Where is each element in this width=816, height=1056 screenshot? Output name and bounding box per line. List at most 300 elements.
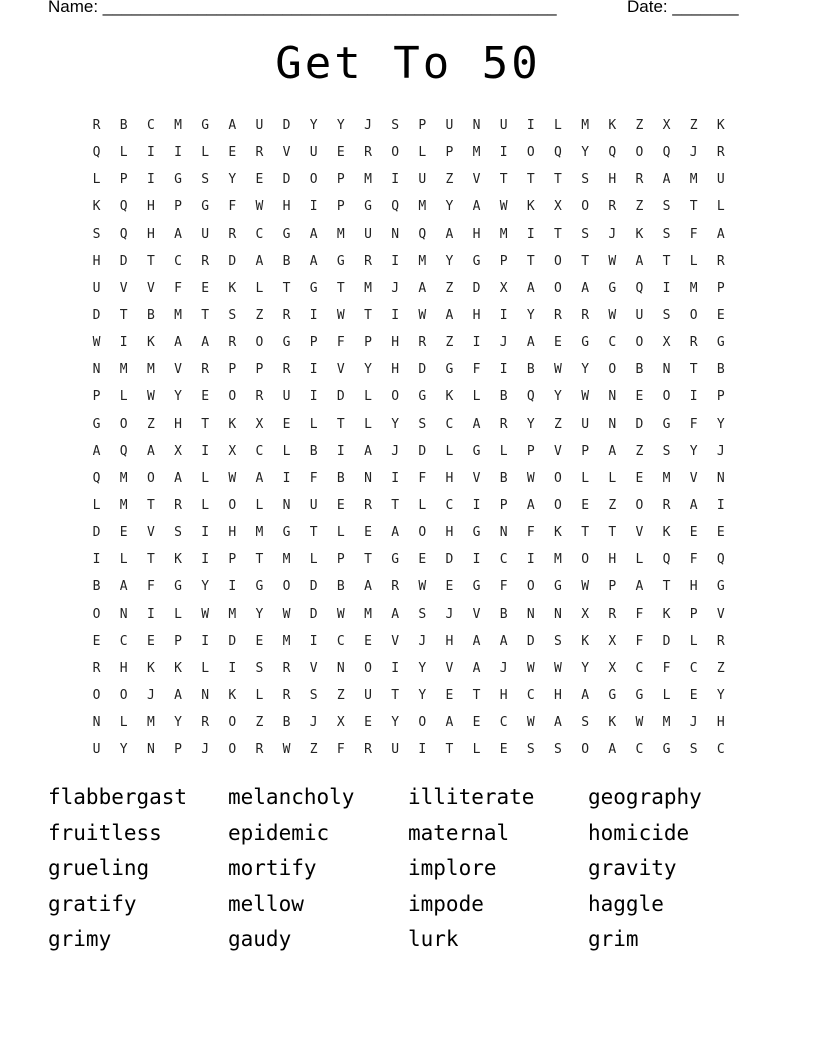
grid-letter[interactable]: D: [309, 579, 318, 595]
grid-letter[interactable]: Y: [581, 660, 590, 676]
grid-letter[interactable]: K: [174, 552, 182, 568]
grid-letter[interactable]: Q: [554, 145, 562, 161]
grid-letter[interactable]: L: [174, 606, 182, 622]
grid-letter[interactable]: X: [255, 416, 264, 432]
grid-letter[interactable]: N: [554, 606, 562, 622]
grid-letter[interactable]: L: [445, 443, 454, 459]
grid-letter[interactable]: I: [201, 525, 210, 541]
grid-letter[interactable]: L: [689, 253, 698, 269]
grid-letter[interactable]: D: [228, 253, 237, 269]
grid-letter[interactable]: O: [635, 498, 644, 514]
grid-letter[interactable]: L: [472, 742, 481, 758]
grid-letter[interactable]: K: [662, 606, 671, 622]
grid-letter[interactable]: U: [418, 172, 427, 188]
grid-letter[interactable]: V: [282, 145, 291, 161]
grid-letter[interactable]: C: [174, 253, 182, 269]
grid-letter[interactable]: O: [526, 579, 535, 595]
grid-letter[interactable]: D: [418, 362, 427, 378]
grid-letter[interactable]: Z: [608, 498, 617, 514]
grid-letter[interactable]: S: [554, 742, 562, 758]
grid-letter[interactable]: R: [716, 253, 725, 269]
grid-letter[interactable]: A: [472, 660, 481, 676]
grid-letter[interactable]: O: [228, 742, 237, 758]
grid-letter[interactable]: W: [92, 335, 101, 351]
grid-letter[interactable]: C: [635, 742, 644, 758]
grid-letter[interactable]: C: [499, 715, 508, 731]
grid-letter[interactable]: U: [364, 688, 372, 704]
grid-letter[interactable]: N: [201, 688, 210, 704]
grid-letter[interactable]: Q: [635, 280, 644, 296]
grid-letter[interactable]: G: [716, 579, 725, 595]
grid-letter[interactable]: O: [228, 389, 237, 405]
grid-letter[interactable]: M: [282, 552, 291, 568]
grid-letter[interactable]: I: [391, 172, 400, 188]
grid-letter[interactable]: U: [635, 308, 644, 324]
grid-letter[interactable]: E: [364, 633, 372, 649]
grid-letter[interactable]: E: [282, 416, 291, 432]
grid-letter[interactable]: H: [554, 688, 562, 704]
grid-letter[interactable]: X: [608, 633, 617, 649]
grid-letter[interactable]: X: [228, 443, 237, 459]
grid-letter[interactable]: A: [445, 226, 454, 242]
grid-letter[interactable]: R: [364, 498, 372, 514]
grid-letter[interactable]: Z: [255, 715, 264, 731]
grid-letter[interactable]: T: [309, 525, 318, 541]
grid-letter[interactable]: O: [554, 253, 562, 269]
grid-letter[interactable]: O: [635, 145, 644, 161]
grid-letter[interactable]: D: [309, 606, 318, 622]
grid-letter[interactable]: G: [309, 280, 318, 296]
grid-letter[interactable]: W: [228, 470, 237, 486]
grid-letter[interactable]: T: [336, 416, 345, 432]
grid-letter[interactable]: F: [336, 335, 345, 351]
grid-letter[interactable]: R: [255, 742, 264, 758]
grid-letter[interactable]: V: [146, 280, 155, 296]
grid-letter[interactable]: Y: [581, 145, 590, 161]
grid-letter[interactable]: I: [716, 498, 725, 514]
grid-letter[interactable]: P: [581, 443, 590, 459]
grid-letter[interactable]: L: [689, 633, 698, 649]
grid-letter[interactable]: I: [282, 470, 291, 486]
grid-letter[interactable]: D: [662, 633, 671, 649]
grid-letter[interactable]: T: [391, 688, 400, 704]
grid-letter[interactable]: B: [336, 470, 345, 486]
grid-letter[interactable]: G: [201, 118, 210, 134]
grid-letter[interactable]: W: [336, 606, 345, 622]
grid-letter[interactable]: I: [201, 552, 210, 568]
grid-letter[interactable]: M: [689, 172, 698, 188]
grid-letter[interactable]: H: [499, 688, 508, 704]
grid-letter[interactable]: Y: [255, 606, 264, 622]
grid-letter[interactable]: J: [391, 280, 400, 296]
grid-letter[interactable]: M: [554, 552, 562, 568]
grid-letter[interactable]: E: [228, 145, 237, 161]
grid-letter[interactable]: L: [119, 389, 128, 405]
grid-letter[interactable]: G: [662, 742, 671, 758]
grid-letter[interactable]: T: [499, 172, 508, 188]
grid-letter[interactable]: H: [146, 226, 155, 242]
grid-letter[interactable]: A: [472, 416, 481, 432]
grid-letter[interactable]: V: [472, 606, 481, 622]
grid-letter[interactable]: B: [309, 443, 318, 459]
grid-letter[interactable]: E: [689, 525, 698, 541]
grid-letter[interactable]: Y: [526, 416, 535, 432]
grid-letter[interactable]: R: [716, 145, 725, 161]
grid-letter[interactable]: E: [146, 633, 155, 649]
grid-letter[interactable]: P: [418, 118, 427, 134]
grid-letter[interactable]: R: [92, 118, 101, 134]
grid-letter[interactable]: A: [526, 335, 535, 351]
grid-letter[interactable]: Z: [716, 660, 725, 676]
grid-letter[interactable]: A: [255, 253, 264, 269]
grid-letter[interactable]: Y: [364, 362, 372, 378]
grid-letter[interactable]: S: [581, 226, 590, 242]
grid-letter[interactable]: C: [255, 443, 264, 459]
grid-letter[interactable]: I: [174, 145, 182, 161]
grid-letter[interactable]: R: [608, 199, 617, 215]
grid-letter[interactable]: O: [689, 308, 698, 324]
grid-letter[interactable]: A: [635, 579, 644, 595]
grid-letter[interactable]: J: [689, 715, 698, 731]
grid-letter[interactable]: J: [499, 335, 508, 351]
grid-letter[interactable]: R: [255, 145, 264, 161]
grid-letter[interactable]: U: [92, 280, 101, 296]
grid-letter[interactable]: P: [255, 362, 264, 378]
grid-letter[interactable]: Q: [662, 552, 671, 568]
grid-letter[interactable]: K: [608, 715, 617, 731]
grid-letter[interactable]: F: [689, 416, 698, 432]
grid-letter[interactable]: S: [662, 443, 671, 459]
grid-letter[interactable]: J: [445, 606, 454, 622]
grid-letter[interactable]: T: [282, 280, 291, 296]
grid-letter[interactable]: R: [581, 308, 590, 324]
grid-letter[interactable]: M: [174, 118, 182, 134]
grid-letter[interactable]: I: [336, 443, 345, 459]
grid-letter[interactable]: B: [336, 579, 345, 595]
grid-letter[interactable]: B: [282, 253, 291, 269]
grid-letter[interactable]: H: [472, 308, 481, 324]
grid-letter[interactable]: N: [716, 470, 725, 486]
grid-letter[interactable]: F: [689, 226, 698, 242]
grid-letter[interactable]: O: [662, 389, 671, 405]
grid-letter[interactable]: K: [716, 118, 725, 134]
grid-letter[interactable]: X: [554, 199, 562, 215]
grid-letter[interactable]: N: [282, 498, 291, 514]
grid-letter[interactable]: I: [309, 362, 318, 378]
grid-letter[interactable]: B: [119, 118, 128, 134]
grid-letter[interactable]: I: [201, 443, 210, 459]
grid-letter[interactable]: P: [716, 389, 725, 405]
grid-letter[interactable]: J: [391, 443, 400, 459]
grid-letter[interactable]: U: [499, 118, 508, 134]
grid-letter[interactable]: K: [174, 660, 182, 676]
grid-letter[interactable]: I: [92, 552, 101, 568]
grid-letter[interactable]: G: [581, 335, 590, 351]
grid-letter[interactable]: G: [608, 688, 617, 704]
grid-letter[interactable]: I: [689, 389, 698, 405]
grid-letter[interactable]: Z: [146, 416, 155, 432]
grid-letter[interactable]: Z: [445, 172, 454, 188]
grid-letter[interactable]: O: [635, 335, 644, 351]
grid-letter[interactable]: Q: [119, 226, 128, 242]
grid-letter[interactable]: V: [309, 660, 318, 676]
grid-letter[interactable]: A: [554, 715, 562, 731]
grid-letter[interactable]: E: [689, 688, 698, 704]
grid-letter[interactable]: B: [282, 715, 291, 731]
grid-letter[interactable]: W: [282, 742, 291, 758]
grid-letter[interactable]: G: [716, 335, 725, 351]
grid-letter[interactable]: T: [119, 308, 128, 324]
grid-letter[interactable]: Y: [201, 579, 210, 595]
grid-letter[interactable]: S: [418, 416, 427, 432]
grid-letter[interactable]: S: [689, 742, 698, 758]
grid-letter[interactable]: S: [255, 660, 264, 676]
grid-letter[interactable]: G: [336, 253, 345, 269]
grid-letter[interactable]: Y: [581, 362, 590, 378]
grid-letter[interactable]: A: [608, 443, 617, 459]
grid-letter[interactable]: F: [526, 525, 535, 541]
grid-letter[interactable]: Q: [92, 470, 101, 486]
grid-letter[interactable]: B: [635, 362, 644, 378]
grid-letter[interactable]: O: [554, 470, 562, 486]
grid-letter[interactable]: P: [608, 579, 617, 595]
grid-letter[interactable]: K: [146, 660, 155, 676]
grid-letter[interactable]: K: [608, 118, 617, 134]
grid-letter[interactable]: D: [119, 253, 128, 269]
grid-letter[interactable]: D: [282, 172, 291, 188]
grid-letter[interactable]: C: [146, 118, 155, 134]
grid-letter[interactable]: M: [228, 606, 237, 622]
grid-letter[interactable]: R: [554, 308, 562, 324]
grid-letter[interactable]: E: [255, 633, 264, 649]
grid-letter[interactable]: C: [255, 226, 264, 242]
grid-letter[interactable]: I: [391, 308, 400, 324]
grid-letter[interactable]: D: [92, 525, 101, 541]
grid-letter[interactable]: T: [445, 742, 454, 758]
grid-letter[interactable]: A: [174, 226, 182, 242]
grid-letter[interactable]: P: [336, 552, 345, 568]
grid-letter[interactable]: Z: [309, 742, 318, 758]
grid-letter[interactable]: Z: [445, 335, 454, 351]
grid-letter[interactable]: Q: [119, 443, 128, 459]
grid-letter[interactable]: A: [174, 688, 182, 704]
grid-letter[interactable]: R: [418, 335, 427, 351]
grid-letter[interactable]: J: [499, 660, 508, 676]
grid-letter[interactable]: Z: [336, 688, 345, 704]
grid-letter[interactable]: Y: [554, 389, 562, 405]
grid-letter[interactable]: P: [499, 253, 508, 269]
grid-letter[interactable]: J: [716, 443, 725, 459]
grid-letter[interactable]: V: [146, 525, 155, 541]
grid-letter[interactable]: R: [364, 145, 372, 161]
grid-letter[interactable]: A: [174, 470, 182, 486]
grid-letter[interactable]: O: [554, 280, 562, 296]
grid-letter[interactable]: V: [119, 280, 128, 296]
grid-letter[interactable]: L: [201, 660, 210, 676]
grid-letter[interactable]: R: [635, 172, 644, 188]
grid-letter[interactable]: I: [472, 552, 481, 568]
grid-letter[interactable]: G: [472, 443, 481, 459]
grid-letter[interactable]: U: [282, 389, 291, 405]
grid-letter[interactable]: G: [174, 172, 182, 188]
grid-letter[interactable]: T: [146, 253, 155, 269]
grid-letter[interactable]: N: [92, 362, 101, 378]
grid-letter[interactable]: T: [364, 552, 372, 568]
grid-letter[interactable]: O: [418, 715, 427, 731]
grid-letter[interactable]: I: [309, 389, 318, 405]
grid-letter[interactable]: A: [635, 253, 644, 269]
grid-letter[interactable]: A: [309, 226, 318, 242]
grid-letter[interactable]: O: [92, 688, 101, 704]
grid-letter[interactable]: S: [309, 688, 318, 704]
grid-letter[interactable]: H: [391, 335, 400, 351]
grid-letter[interactable]: Y: [526, 308, 535, 324]
grid-letter[interactable]: H: [716, 715, 725, 731]
grid-letter[interactable]: S: [391, 118, 400, 134]
grid-letter[interactable]: Z: [635, 443, 644, 459]
grid-letter[interactable]: R: [608, 606, 617, 622]
grid-letter[interactable]: E: [364, 525, 372, 541]
grid-letter[interactable]: K: [662, 525, 671, 541]
grid-letter[interactable]: C: [499, 552, 508, 568]
grid-letter[interactable]: R: [282, 688, 291, 704]
grid-letter[interactable]: O: [608, 362, 617, 378]
grid-letter[interactable]: W: [201, 606, 210, 622]
grid-letter[interactable]: R: [689, 335, 698, 351]
grid-letter[interactable]: K: [635, 226, 644, 242]
grid-letter[interactable]: W: [526, 660, 535, 676]
grid-letter[interactable]: S: [581, 715, 590, 731]
grid-letter[interactable]: W: [554, 660, 562, 676]
grid-letter[interactable]: W: [608, 253, 617, 269]
grid-letter[interactable]: V: [635, 525, 644, 541]
grid-letter[interactable]: M: [146, 715, 155, 731]
grid-letter[interactable]: M: [119, 470, 128, 486]
grid-letter[interactable]: T: [364, 308, 372, 324]
grid-letter[interactable]: S: [526, 742, 535, 758]
grid-letter[interactable]: Y: [418, 660, 427, 676]
grid-letter[interactable]: P: [119, 172, 128, 188]
grid-letter[interactable]: G: [92, 416, 101, 432]
grid-letter[interactable]: Q: [608, 145, 617, 161]
grid-letter[interactable]: G: [364, 199, 372, 215]
grid-letter[interactable]: E: [201, 280, 210, 296]
grid-letter[interactable]: K: [228, 688, 237, 704]
grid-letter[interactable]: V: [472, 172, 481, 188]
grid-letter[interactable]: A: [526, 280, 535, 296]
grid-letter[interactable]: D: [282, 118, 291, 134]
grid-letter[interactable]: S: [228, 308, 237, 324]
grid-letter[interactable]: M: [282, 633, 291, 649]
grid-letter[interactable]: X: [581, 606, 590, 622]
grid-letter[interactable]: M: [119, 362, 128, 378]
grid-letter[interactable]: K: [445, 389, 454, 405]
grid-letter[interactable]: R: [662, 498, 671, 514]
grid-letter[interactable]: Y: [716, 416, 725, 432]
grid-letter[interactable]: U: [716, 172, 725, 188]
grid-letter[interactable]: Z: [635, 199, 644, 215]
grid-letter[interactable]: E: [336, 498, 345, 514]
grid-letter[interactable]: Y: [391, 416, 400, 432]
grid-letter[interactable]: B: [499, 389, 508, 405]
grid-letter[interactable]: A: [608, 742, 617, 758]
grid-letter[interactable]: G: [391, 552, 400, 568]
grid-letter[interactable]: T: [472, 688, 481, 704]
grid-letter[interactable]: U: [309, 145, 318, 161]
grid-letter[interactable]: G: [662, 416, 671, 432]
grid-letter[interactable]: I: [201, 633, 210, 649]
grid-letter[interactable]: M: [364, 606, 372, 622]
grid-letter[interactable]: Z: [445, 280, 454, 296]
grid-letter[interactable]: Y: [716, 688, 725, 704]
grid-letter[interactable]: G: [445, 362, 454, 378]
grid-letter[interactable]: R: [228, 226, 237, 242]
grid-letter[interactable]: H: [174, 416, 182, 432]
grid-letter[interactable]: Q: [716, 552, 725, 568]
grid-letter[interactable]: P: [92, 389, 101, 405]
grid-letter[interactable]: W: [418, 579, 427, 595]
grid-letter[interactable]: L: [364, 389, 372, 405]
grid-letter[interactable]: X: [174, 443, 182, 459]
grid-letter[interactable]: M: [336, 226, 345, 242]
grid-letter[interactable]: G: [472, 253, 481, 269]
grid-letter[interactable]: Z: [689, 118, 698, 134]
grid-letter[interactable]: L: [336, 525, 345, 541]
grid-letter[interactable]: I: [499, 308, 508, 324]
grid-letter[interactable]: R: [282, 308, 291, 324]
grid-letter[interactable]: L: [201, 145, 210, 161]
grid-letter[interactable]: H: [445, 633, 454, 649]
grid-letter[interactable]: I: [391, 660, 400, 676]
grid-letter[interactable]: R: [201, 253, 210, 269]
grid-letter[interactable]: E: [499, 742, 508, 758]
grid-letter[interactable]: O: [364, 660, 372, 676]
grid-letter[interactable]: W: [526, 470, 535, 486]
grid-letter[interactable]: I: [309, 199, 318, 215]
grid-letter[interactable]: O: [119, 416, 128, 432]
grid-letter[interactable]: M: [418, 199, 427, 215]
grid-letter[interactable]: A: [255, 470, 264, 486]
grid-letter[interactable]: L: [282, 443, 291, 459]
grid-letter[interactable]: R: [92, 660, 101, 676]
grid-letter[interactable]: T: [554, 226, 562, 242]
grid-letter[interactable]: O: [255, 335, 264, 351]
grid-letter[interactable]: Y: [174, 389, 182, 405]
grid-letter[interactable]: W: [554, 362, 562, 378]
grid-letter[interactable]: Y: [445, 199, 454, 215]
grid-letter[interactable]: O: [391, 145, 400, 161]
grid-letter[interactable]: E: [716, 308, 725, 324]
grid-letter[interactable]: A: [499, 633, 508, 649]
grid-letter[interactable]: M: [662, 715, 671, 731]
grid-letter[interactable]: O: [119, 688, 128, 704]
grid-letter[interactable]: F: [146, 579, 155, 595]
grid-letter[interactable]: A: [581, 688, 590, 704]
grid-letter[interactable]: H: [92, 253, 101, 269]
grid-letter[interactable]: P: [174, 742, 182, 758]
grid-letter[interactable]: T: [391, 498, 400, 514]
grid-letter[interactable]: R: [364, 742, 372, 758]
grid-letter[interactable]: N: [336, 660, 345, 676]
grid-letter[interactable]: W: [635, 715, 644, 731]
grid-letter[interactable]: C: [689, 660, 698, 676]
grid-letter[interactable]: W: [608, 308, 617, 324]
grid-letter[interactable]: E: [119, 525, 128, 541]
grid-letter[interactable]: D: [635, 416, 644, 432]
grid-letter[interactable]: M: [662, 470, 671, 486]
grid-letter[interactable]: I: [526, 118, 535, 134]
grid-letter[interactable]: U: [309, 498, 318, 514]
